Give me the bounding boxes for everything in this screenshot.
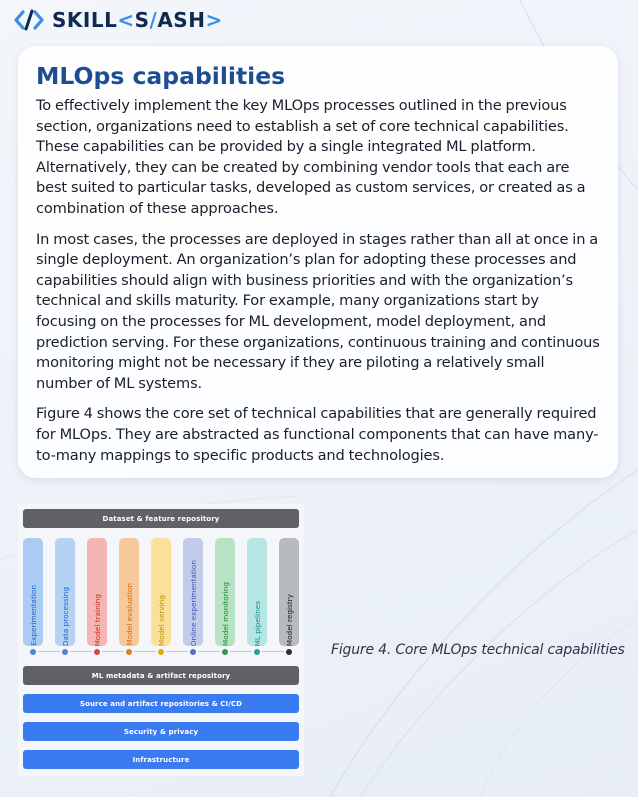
figure-caption: Figure 4. Core MLOps technical capabilities xyxy=(331,642,625,658)
pillar-label: Online experimentation xyxy=(188,559,198,646)
skillslash-logo-icon xyxy=(14,9,44,31)
pillar-connector-line xyxy=(70,651,92,652)
pillar-label: Model registry xyxy=(284,593,294,646)
pillar-model-evaluation xyxy=(119,538,139,646)
pillar-connector-dot xyxy=(30,649,36,655)
pillar-connector-dot xyxy=(94,649,100,655)
security-privacy-bar: Security & privacy xyxy=(23,722,299,741)
brand-name-right: ASH xyxy=(157,8,206,32)
brand-name-left: SKILL xyxy=(52,8,118,32)
pillar-label: Model training xyxy=(92,593,102,646)
infrastructure-bar: Infrastructure xyxy=(23,750,299,769)
pillar-connector-dot xyxy=(62,649,68,655)
brand-name xyxy=(52,8,223,32)
brand-lt-glyph: < xyxy=(117,8,135,32)
pillar-model-registry xyxy=(279,538,299,646)
source-artifact-cicd-bar: Source and artifact repositories & CI/CD xyxy=(23,694,299,713)
brand-logo xyxy=(14,8,223,32)
article-card xyxy=(18,46,618,478)
pillar-connector-dot xyxy=(254,649,260,655)
pillar-connector-line xyxy=(166,651,188,652)
pillar-connector-line xyxy=(134,651,156,652)
article-title: MLOps capabilities xyxy=(36,62,286,90)
pillar-connector-dot xyxy=(126,649,132,655)
pillar-connector-line xyxy=(262,651,284,652)
brand-gt-glyph: > xyxy=(205,8,223,32)
brand-name-mid: S xyxy=(134,8,150,32)
brand-slash-glyph: / xyxy=(149,8,158,32)
pillar-experimentation xyxy=(23,538,43,646)
pillar-connector-dot xyxy=(286,649,292,655)
pillar-model-monitoring xyxy=(215,538,235,646)
pillar-model-training xyxy=(87,538,107,646)
pillar-label: ML pipelines xyxy=(252,600,262,646)
pillar-model-serving xyxy=(151,538,171,646)
article-paragraph-3: Figure 4 shows the core set of technical capabilities that are generally required for MLOps. They are abstracted as functional components that can have many-to-many mappings to specific products and technologies. xyxy=(36,405,599,464)
pillar-label: Data processing xyxy=(60,586,70,646)
pillar-connector-line xyxy=(230,651,252,652)
pillar-data-processing xyxy=(55,538,75,646)
capabilities-diagram xyxy=(18,504,304,776)
pillar-online-experimentation xyxy=(183,538,203,646)
pillar-connector-dot xyxy=(222,649,228,655)
ml-metadata-artifact-repository-bar: ML metadata & artifact repository xyxy=(23,666,299,685)
pillar-label: Model serving xyxy=(156,594,166,646)
pillar-connector-dot xyxy=(158,649,164,655)
pillar-label: Experimentation xyxy=(28,585,38,646)
dataset-feature-repository-bar: Dataset & feature repository xyxy=(23,509,299,528)
pillar-connector-line xyxy=(198,651,220,652)
pillar-ml-pipelines xyxy=(247,538,267,646)
pillar-connector-line xyxy=(102,651,124,652)
pillar-label: Model monitoring xyxy=(220,581,230,646)
pillar-label: Model evaluation xyxy=(124,583,134,646)
article-paragraph-2: In most cases, the processes are deployed in stages rather than all at once in a single deployment. An organization’s plan for adopting these processes and capabilities should align with business priorities and with the organization’s technical and skills maturity. For example, many organizations start by focusing on the processes for ML development, model deployment, and prediction serving. For these organizations, continuous training and continuous monitoring might not be necessary if they are piloting a relatively small number of ML systems. xyxy=(36,230,600,392)
pillar-connector-line xyxy=(38,651,60,652)
article-paragraph-1: To effectively implement the key MLOps processes outlined in the previous section, organizations need to establish a set of core technical capabilities. These capabilities can be provided by a single integrated ML platform. Alternatively, they can be created by combining vendor tools that each are best suited to particular tasks, developed as custom services, or created as a combination of these approaches. xyxy=(36,97,586,217)
pillar-connector-dot xyxy=(190,649,196,655)
